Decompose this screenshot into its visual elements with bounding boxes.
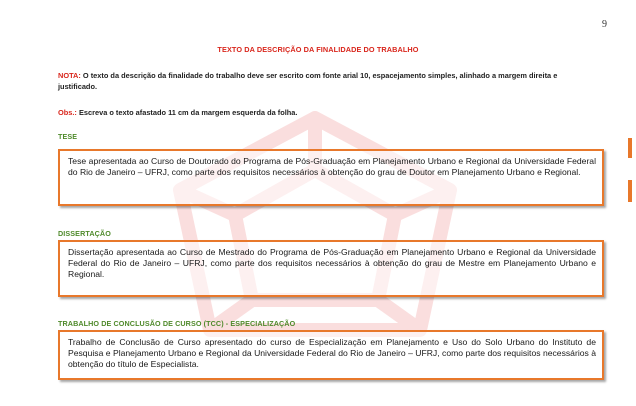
note-text: O texto da descrição da finalidade do trabalho deve ser escrito com fonte arial 10, espacejamento simples, alinhado a margem direita e justificado. [58, 71, 558, 91]
obs-text: Escreva o texto afastado 11 cm da margem esquerda da folha. [76, 108, 298, 117]
section-box-dissertacao: Dissertação apresentada ao Curso de Mestrado do Programa de Pós-Graduação em Planejamento Urbano e Regional da Universidade Federal do Rio de Janeiro – UFRJ, como parte dos requisitos necessários à obtenção do grau de Mestre em Planejamento Urbano e Regional. [58, 240, 604, 297]
margin-marker [628, 180, 632, 202]
note-label: NOTA: [58, 71, 81, 80]
document-title: TEXTO DA DESCRIÇÃO DA FINALIDADE DO TRABALHO [217, 45, 419, 54]
section-box-tcc: Trabalho de Conclusão de Curso apresentado do curso de Especialização em Planejamento e Uso do Solo Urbano do Instituto de Pesquisa e Planejamento Urbano e Regional da Universidade Federal do Rio de Janeiro – UFRJ, como parte dos requisitos necessários à obtenção do título de Especialista. [58, 330, 604, 380]
page-number: 9 [602, 19, 607, 30]
note-paragraph [58, 70, 578, 92]
section-box-tese: Tese apresentada ao Curso de Doutorado do Programa de Pós-Graduação em Planejamento Urbano e Regional da Universidade Federal do Rio de Janeiro – UFRJ, como parte dos requisitos necessários à obtenção do grau de Doutor em Planejamento Urbano e Regional. [58, 149, 604, 206]
section-heading-tcc: TRABALHO DE CONCLUSÃO DE CURSO (TCC) - ESPECIALIZAÇÃO [58, 319, 296, 328]
margin-marker [628, 138, 632, 158]
section-heading-dissertacao: DISSERTAÇÃO [58, 229, 111, 238]
obs-label: Obs.: [58, 108, 77, 117]
section-heading-tese: TESE [58, 132, 78, 141]
obs-paragraph [58, 107, 578, 118]
